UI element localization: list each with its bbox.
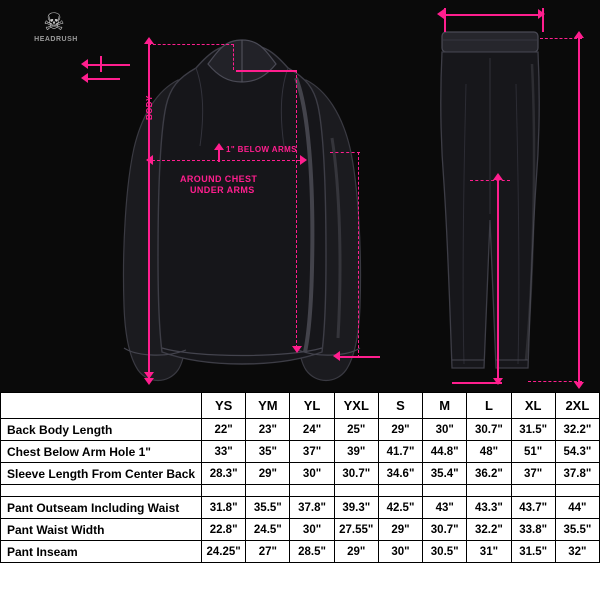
jacket-illustration: [100, 18, 380, 388]
cell-waist-s: 29": [378, 519, 422, 541]
cell-sleeve-2xl: 37.8": [555, 463, 599, 485]
pant-outseam-top-guide: [540, 38, 582, 39]
cell-back-body-length-ys: 22": [202, 419, 246, 441]
cell-inseam-ym: 27": [246, 541, 290, 563]
shoulder-width-arrow-left-2: [81, 73, 88, 83]
row-label-pant-waist-width: Pant Waist Width: [1, 519, 202, 541]
cell-waist-ym: 24.5": [246, 519, 290, 541]
size-chart-table: [0, 392, 600, 563]
below-arms-arrow: [214, 143, 224, 150]
jacket-shoulder-dash: [148, 44, 234, 45]
row-label-sleeve-length: Sleeve Length From Center Back: [1, 463, 202, 485]
header-size-7: XL: [511, 393, 555, 419]
cell-sleeve-yl: 30": [290, 463, 334, 485]
cell-back-body-length-m: 30": [423, 419, 467, 441]
cell-sleeve-s: 34.6": [378, 463, 422, 485]
jacket-shoulder-dash-vert: [233, 44, 234, 70]
cell-inseam-l: 31": [467, 541, 511, 563]
table-row: [1, 419, 600, 441]
cell-outseam-s: 42.5": [378, 497, 422, 519]
pant-waist-arrow-left: [437, 9, 444, 19]
table-spacer-row: [1, 485, 600, 497]
header-size-4: S: [378, 393, 422, 419]
table-row: [1, 463, 600, 485]
spacer-cell: [246, 485, 290, 497]
header-size-3: YXL: [334, 393, 378, 419]
row-label-pant-outseam: Pant Outseam Including Waist: [1, 497, 202, 519]
sleeve-cuff-line: [340, 356, 380, 358]
chest-measure-arrow-left: [146, 155, 153, 165]
cell-back-body-length-l: 30.7": [467, 419, 511, 441]
cell-chest-m: 44.8": [423, 441, 467, 463]
around-chest-label: AROUND CHEST: [180, 174, 258, 184]
cell-chest-l: 48": [467, 441, 511, 463]
jacket-body-length-arrow-bottom: [144, 378, 154, 385]
pants-illustration: [420, 24, 560, 384]
cell-inseam-m: 30.5": [423, 541, 467, 563]
shoulder-width-tick: [100, 56, 102, 72]
pant-waist-tick-left: [444, 8, 446, 32]
pant-inseam-line: [497, 180, 499, 378]
sleeve-outer-guide: [358, 152, 359, 358]
cell-sleeve-yxl: 30.7": [334, 463, 378, 485]
cell-waist-yl: 30": [290, 519, 334, 541]
cell-outseam-yxl: 39.3": [334, 497, 378, 519]
cell-waist-m: 30.7": [423, 519, 467, 541]
cell-sleeve-m: 35.4": [423, 463, 467, 485]
spacer-cell: [378, 485, 422, 497]
cell-waist-ys: 22.8": [202, 519, 246, 541]
cell-inseam-s: 30": [378, 541, 422, 563]
cell-chest-ym: 35": [246, 441, 290, 463]
cell-outseam-ym: 35.5": [246, 497, 290, 519]
cell-outseam-ys: 31.8": [202, 497, 246, 519]
table-row: [1, 497, 600, 519]
sleeve-outer-guide-top: [330, 152, 360, 153]
spacer-cell: [467, 485, 511, 497]
sleeve-measure-vert: [296, 70, 297, 348]
cell-inseam-ys: 24.25": [202, 541, 246, 563]
chest-measure-arrow-right: [300, 155, 307, 165]
shoulder-width-line: [88, 64, 130, 66]
body-label: BODY: [145, 95, 154, 120]
chest-measure-dash: [152, 160, 300, 161]
cell-waist-l: 32.2": [467, 519, 511, 541]
spacer-cell: [334, 485, 378, 497]
cell-back-body-length-ym: 23": [246, 419, 290, 441]
spacer-cell: [290, 485, 334, 497]
pant-outseam-arrow-bottom: [574, 382, 584, 389]
cell-chest-ys: 33": [202, 441, 246, 463]
cell-chest-s: 41.7": [378, 441, 422, 463]
size-chart-table-wrap: [0, 392, 600, 600]
header-blank: [1, 393, 202, 419]
header-size-2: YL: [290, 393, 334, 419]
shoulder-width-arrow-left: [81, 59, 88, 69]
sleeve-measure-top: [236, 70, 296, 72]
cell-outseam-m: 43": [423, 497, 467, 519]
table-row: [1, 441, 600, 463]
sleeve-cuff-arrow: [333, 351, 340, 361]
jacket-hem-arrow: [144, 372, 154, 379]
below-arms-label: 1" BELOW ARMS: [226, 145, 297, 154]
cell-back-body-length-2xl: 32.2": [555, 419, 599, 441]
spacer-cell: [1, 485, 202, 497]
below-arms-line: [218, 150, 220, 162]
cell-chest-yl: 37": [290, 441, 334, 463]
shoulder-width-line-2: [88, 78, 120, 80]
pant-outseam-bottom-guide: [528, 381, 582, 382]
row-label-chest-below-arm-hole: Chest Below Arm Hole 1": [1, 441, 202, 463]
table-row: [1, 519, 600, 541]
pant-hem-line: [452, 382, 502, 384]
pant-waist-line: [444, 14, 538, 16]
cell-back-body-length-s: 29": [378, 419, 422, 441]
under-arms-label: UNDER ARMS: [190, 185, 255, 195]
cell-waist-xl: 33.8": [511, 519, 555, 541]
header-size-5: M: [423, 393, 467, 419]
cell-chest-xl: 51": [511, 441, 555, 463]
header-size-1: YM: [246, 393, 290, 419]
cell-waist-yxl: 27.55": [334, 519, 378, 541]
table-row: [1, 541, 600, 563]
pant-outseam-arrow-top: [574, 31, 584, 38]
cell-sleeve-ym: 29": [246, 463, 290, 485]
header-size-0: YS: [202, 393, 246, 419]
cell-outseam-yl: 37.8": [290, 497, 334, 519]
cell-inseam-2xl: 32": [555, 541, 599, 563]
header-size-6: L: [467, 393, 511, 419]
pant-inseam-arrow-top: [493, 173, 503, 180]
header-size-8: 2XL: [555, 393, 599, 419]
cell-sleeve-xl: 37": [511, 463, 555, 485]
row-label-back-body-length: Back Body Length: [1, 419, 202, 441]
cell-chest-yxl: 39": [334, 441, 378, 463]
pant-waist-tick-right: [542, 8, 544, 32]
cell-outseam-2xl: 44": [555, 497, 599, 519]
pant-inseam-crotch-guide: [470, 180, 510, 181]
spacer-cell: [423, 485, 467, 497]
cell-chest-2xl: 54.3": [555, 441, 599, 463]
brand-logo: [14, 10, 98, 56]
spacer-cell: [511, 485, 555, 497]
cell-inseam-xl: 31.5": [511, 541, 555, 563]
cell-inseam-yxl: 29": [334, 541, 378, 563]
table-header-row: [1, 393, 600, 419]
cell-sleeve-l: 36.2": [467, 463, 511, 485]
cell-waist-2xl: 35.5": [555, 519, 599, 541]
cell-inseam-yl: 28.5": [290, 541, 334, 563]
row-label-pant-inseam: Pant Inseam: [1, 541, 202, 563]
sleeve-measure-arrow: [292, 346, 302, 353]
cell-sleeve-ys: 28.3": [202, 463, 246, 485]
cell-back-body-length-yl: 24": [290, 419, 334, 441]
spacer-cell: [555, 485, 599, 497]
cell-back-body-length-xl: 31.5": [511, 419, 555, 441]
brand-logo-text: HEADRUSH: [34, 36, 78, 43]
cell-outseam-xl: 43.7": [511, 497, 555, 519]
cell-back-body-length-yxl: 25": [334, 419, 378, 441]
skull-icon: ☠: [43, 9, 65, 36]
pant-outseam-line: [578, 38, 580, 382]
cell-outseam-l: 43.3": [467, 497, 511, 519]
jacket-body-length-arrow-top: [144, 37, 154, 44]
spacer-cell: [202, 485, 246, 497]
